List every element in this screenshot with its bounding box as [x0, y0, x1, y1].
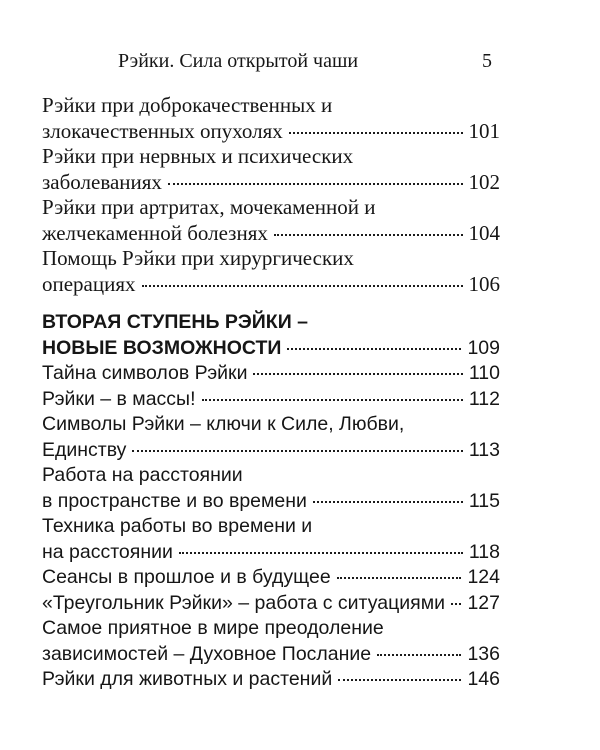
- toc-entry: [42, 93, 500, 144]
- toc-entry-title: желчекаменной болезнях: [42, 220, 268, 245]
- leader-dots: [132, 449, 462, 452]
- toc-entry-line: Символы Рэйки – ключи к Силе, Любви,: [42, 413, 405, 435]
- toc-entry-row: [42, 642, 500, 668]
- toc-entry: [42, 514, 500, 565]
- leader-dots: [313, 500, 463, 503]
- toc-entry: [42, 195, 500, 246]
- toc-entry: [42, 591, 500, 617]
- toc-entry-title: Единству: [42, 438, 127, 461]
- section-page-number: 109: [467, 337, 500, 359]
- toc-entry-row: [42, 591, 500, 617]
- toc-entry-line: Рэйки при доброкачественных и: [42, 93, 333, 117]
- toc-entry: [42, 565, 500, 591]
- toc-entry-row: [42, 387, 500, 413]
- toc-entry-page-number: 136: [467, 642, 500, 665]
- toc-entry-row: [42, 489, 500, 515]
- leader-dots: [168, 182, 463, 185]
- toc-entry-title: Рэйки для животных и растений: [42, 668, 333, 690]
- toc-entry-title: злокачественных опухолях: [42, 118, 283, 143]
- toc-entry: [42, 144, 500, 195]
- toc-entry-row: [42, 119, 500, 145]
- toc-entry-title: операциях: [42, 271, 136, 296]
- toc-entry-row: [42, 565, 500, 591]
- table-of-contents: [42, 93, 500, 693]
- leader-dots: [142, 284, 463, 287]
- running-title: Рэйки. Сила открытой чаши: [118, 50, 359, 72]
- leader-dots: [338, 678, 461, 681]
- toc-entry-page-number: 127: [467, 591, 500, 614]
- leader-dots: [179, 551, 463, 554]
- toc-part-1: [42, 93, 500, 297]
- toc-entry: [42, 463, 500, 514]
- toc-entry: [42, 616, 500, 667]
- toc-entry-row: [42, 170, 500, 196]
- leader-dots: [289, 131, 463, 134]
- toc-entry-row: [42, 667, 500, 693]
- toc-entry-line: Техника работы во времени и: [42, 515, 313, 537]
- section-heading-row: [42, 335, 500, 361]
- toc-entry-row: [42, 221, 500, 247]
- section-heading-line-2: НОВЫЕ ВОЗМОЖНОСТИ: [42, 337, 282, 359]
- toc-entry-page-number: 104: [468, 220, 500, 245]
- leader-dots: [274, 233, 463, 236]
- leader-dots: [377, 653, 461, 656]
- toc-entry-row: [42, 540, 500, 566]
- toc-entry: [42, 387, 500, 413]
- toc-entry-line: Самое приятное в мире преодоление: [42, 617, 384, 639]
- leader-dots: [287, 347, 461, 350]
- toc-entry-row: [42, 361, 500, 387]
- toc-entry: [42, 412, 500, 463]
- toc-entry-line: Помощь Рэйки при хирургических: [42, 246, 354, 270]
- toc-entry-page-number: 106: [468, 271, 500, 296]
- toc-entry-page-number: 115: [468, 489, 500, 512]
- toc-entry-page-number: 113: [468, 438, 500, 461]
- toc-entry-page-number: 102: [468, 169, 500, 194]
- toc-entry-row: [42, 272, 500, 298]
- toc-entry-title: зависимостей – Духовное Послание: [42, 642, 372, 665]
- section-heading-line-1: ВТОРАЯ СТУПЕНЬ РЭЙКИ –: [42, 311, 308, 333]
- toc-entry-title: в пространстве и во времени: [42, 489, 307, 512]
- toc-entry-page-number: 110: [468, 362, 500, 384]
- toc-entry: [42, 361, 500, 387]
- leader-dots: [337, 576, 462, 579]
- toc-entry-title: заболеваниях: [42, 169, 162, 194]
- toc-entry-title: Сеансы в прошлое и в будущее: [42, 566, 331, 588]
- leader-dots: [202, 398, 463, 401]
- toc-entry-row: [42, 438, 500, 464]
- toc-entry-page-number: 101: [468, 118, 500, 143]
- leader-dots: [253, 372, 462, 375]
- running-header: [0, 50, 600, 80]
- toc-entry-line: Рэйки при нервных и психических: [42, 144, 354, 168]
- toc-entry-line: Рэйки при артритах, мочекаменной и: [42, 195, 376, 219]
- toc-entry-page-number: 146: [467, 668, 500, 690]
- toc-entry-line: Работа на расстоянии: [42, 464, 243, 486]
- toc-entry-title: на расстоянии: [42, 540, 173, 563]
- page-number: 5: [482, 50, 492, 72]
- toc-entry-title: «Треугольник Рэйки» – работа с ситуациями: [42, 591, 446, 614]
- toc-entry-page-number: 118: [468, 540, 500, 563]
- toc-entry-title: Рэйки – в массы!: [42, 387, 196, 410]
- toc-part-2: [42, 361, 500, 693]
- leader-dots: [451, 602, 461, 605]
- toc-entry: [42, 667, 500, 693]
- toc-section-heading: [42, 309, 500, 361]
- toc-entry-page-number: 124: [467, 566, 500, 588]
- toc-entry-title: Тайна символов Рэйки: [42, 362, 248, 384]
- toc-entry: [42, 246, 500, 297]
- toc-entry-page-number: 112: [468, 387, 500, 410]
